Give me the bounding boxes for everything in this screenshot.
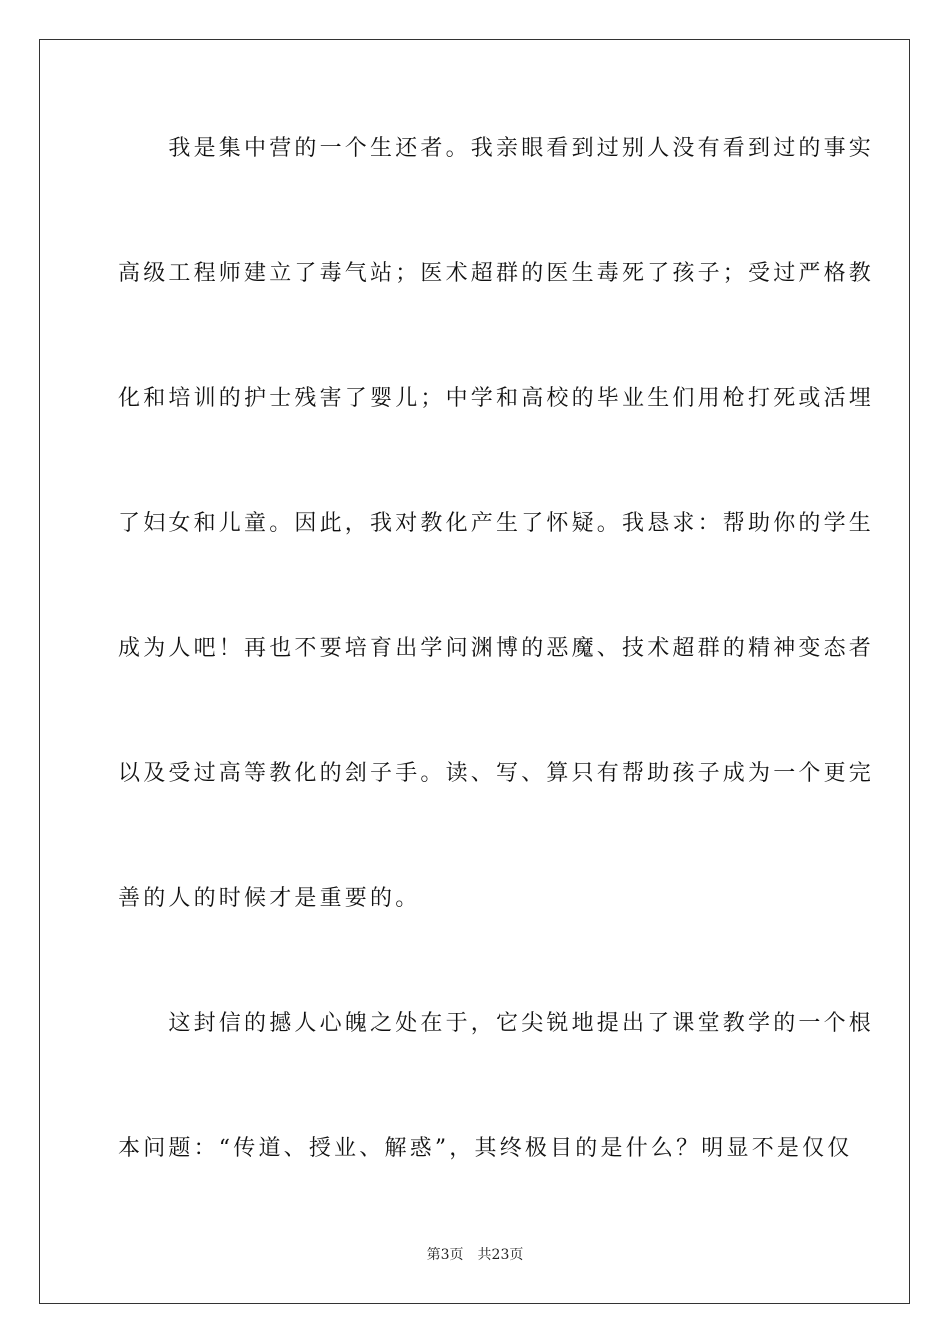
text-line-3: 化和培训的护士残害了婴儿；中学和高校的毕业生们用枪打死或活埋 [118, 386, 875, 411]
text-line-9: 本问题：“传道、授业、解惑”，其终极目的是什么？明显不是仅仅 [118, 1136, 853, 1161]
text-line-6: 以及受过高等教化的刽子手。读、写、算只有帮助孩子成为一个更完 [118, 761, 875, 786]
total-pages: 共23页 [477, 1247, 524, 1263]
text-line-7: 善的人的时候才是重要的。 [118, 886, 421, 911]
text-line-2: 高级工程师建立了毒气站；医术超群的医生毒死了孩子；受过严格教 [118, 261, 875, 286]
text-line-5: 成为人吧！再也不要培育出学问渊博的恶魔、技术超群的精神变态者 [118, 636, 875, 661]
text-line-4: 了妇女和儿童。因此，我对教化产生了怀疑。我恳求：帮助你的学生 [118, 511, 875, 536]
page-number: 第3页 [426, 1247, 464, 1263]
page-footer [0, 1246, 950, 1264]
page-border [39, 39, 910, 1304]
text-line-1: 我是集中营的一个生还者。我亲眼看到过别人没有看到过的事实 [118, 136, 875, 161]
text-line-8: 这封信的撼人心魄之处在于，它尖锐地提出了课堂教学的一个根 [118, 1011, 875, 1036]
